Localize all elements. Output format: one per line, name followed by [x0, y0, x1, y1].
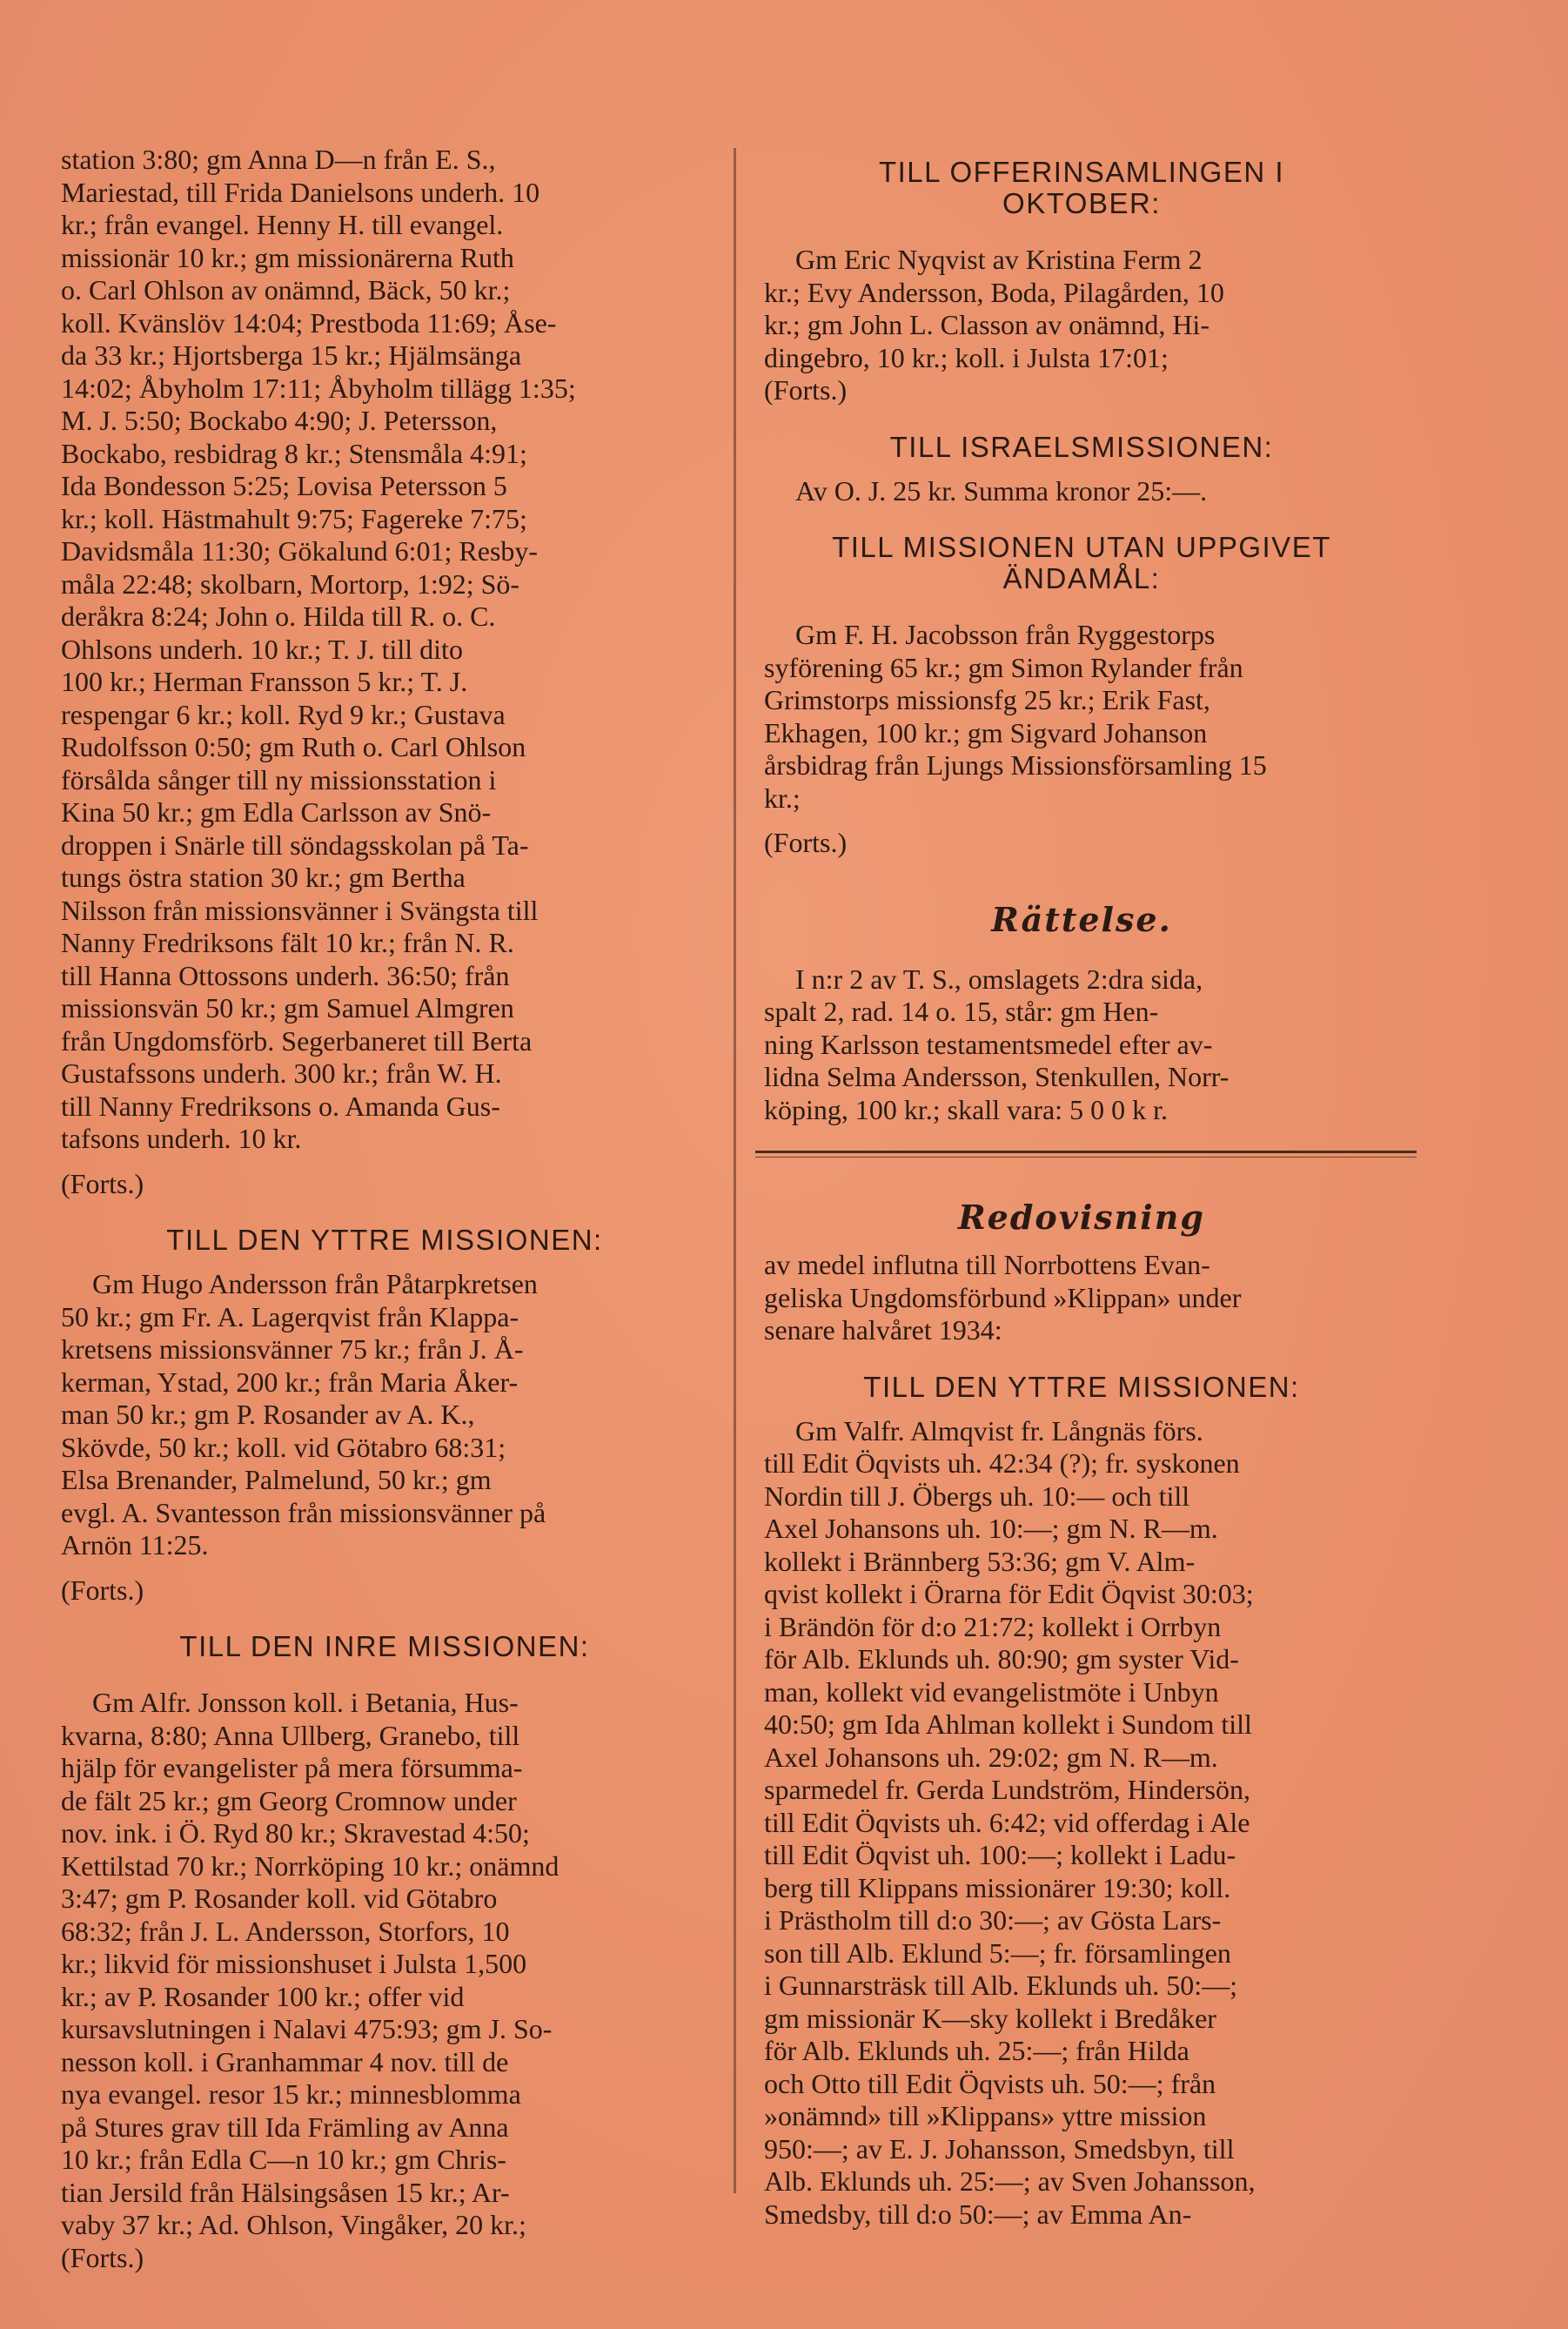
israelsmissionen-paragraph: Av O. J. 25 kr. Summa kronor 25:—.	[795, 474, 1208, 507]
column-divider	[734, 148, 736, 2193]
left-column	[61, 144, 708, 2274]
section-rule	[755, 1151, 1417, 1153]
continued-note: (Forts.)	[61, 1574, 144, 1606]
yttre-missionen-paragraph: Gm Hugo Andersson från Påtarpkretsen 50 kr.; gm Fr. A. Lagerqvist från Klappa- kretsens missionsvänner 75 kr.; från J. Å- kerman, Ystad, 200 kr.; från Maria Åker- man 50 kr.; gm P. Rosander av A. K., Skövde, 50 kr.; koll. vid Götabro 68:31; Elsa Brenander, Palmelund, 50 kr.; gm evgl. A. Svantesson från missionsvänner på Arnön 11:25.	[61, 1268, 546, 1560]
utan-andamal-paragraph: Gm F. H. Jacobsson från Ryggestorps syförening 65 kr.; gm Simon Rylander från Grimstorps missionsfg 25 kr.; Erik Fast, Ekhagen, 100 kr.; gm Sigvard Johanson årsbidrag från Ljungs Missionsförsamling 15 kr.;	[764, 619, 1267, 814]
heading-israelsmissionen: TILL ISRAELSMISSIONEN:	[889, 430, 1274, 463]
redovisning-intro-paragraph: av medel influtna till Norrbottens Evan- geliska Ungdomsförbund »Klippan» under senare halvåret 1934:	[764, 1249, 1242, 1346]
yttre-missionen-2-paragraph: Gm Valfr. Almqvist fr. Långnäs förs. till Edit Öqvists uh. 42:34 (?); fr. syskonen Nordin till J. Öbergs uh. 10:— och till Axel Johansons uh. 10:—; gm N. R—m. kollekt i Brännberg 53:36; gm V. Alm- qvist kollekt i Örarna för Edit Öqvist 30:03; i Brändön för d:o 21:72; kollekt i Orrbyn för Alb. Eklunds uh. 80:90; gm syster Vid- man, kollekt vid evangelistmöte i Unbyn 40:50; gm Ida Ahlman kollekt i Sundom till Axel Johansons uh. 29:02; gm N. R—m. sparmedel fr. Gerda Lundström, Hindersön, till Edit Öqvists uh. 6:42; vid offerdag i Ale till Edit Öqvist uh. 100:—; kollekt i Ladu- berg till Klippans missionärer 19:30; koll. i Prästholm till d:o 30:—; av Gösta Lars- son till Alb. Eklund 5:—; fr. församlingen i Gunnarsträsk till Alb. Eklunds uh. 50:—; gm missionär K—sky kollekt i Bredåker för Alb. Eklunds uh. 25:—; från Hilda och Otto till Edit Öqvists uh. 50:—; från »onämnd» till »Klippans» yttre mission 950:—; av E. J. Johansson, Smedsbyn, till Alb. Eklunds uh. 25:—; av Sven Johansson, Smedsby, till d:o 50:—; av Emma An-	[764, 1414, 1256, 2230]
heading-redovisning: Redovisning	[958, 1198, 1205, 1237]
heading-inre-missionen: TILL DEN INRE MISSIONEN:	[179, 1630, 590, 1662]
rattelse-paragraph: I n:r 2 av T. S., omslagets 2:dra sida, spalt 2, rad. 14 o. 15, står: gm Hen- ning Karlsson testamentsmedel efter av- lidna Selma Andersson, Stenkullen, Norr- köping, 100 kr.; skall vara: 5 0 0 k r.	[764, 963, 1230, 1125]
continued-donations-paragraph: station 3:80; gm Anna D—n från E. S., Mariestad, till Frida Danielsons underh. 10 kr.; från evangel. Henny H. till evangel. missionär 10 kr.; gm missionärerna Ruth o. Carl Ohlson av onämnd, Bäck, 50 kr.; koll. Kvänslöv 14:04; Prestboda 11:69; Åse- da 33 kr.; Hjortsberga 15 kr.; Hjälmsänga 14:02; Åbyholm 17:11; Åbyholm tillägg 1:35; M. J. 5:50; Bockabo 4:90; J. Petersson, Bockabo, resbidrag 8 kr.; Stensmåla 4:91; Ida Bondesson 5:25; Lovisa Petersson 5 kr.; koll. Hästmahult 9:75; Fagereke 7:75; Davidsmåla 11:30; Gökalund 6:01; Resby- måla 22:48; skolbarn, Mortorp, 1:92; Sö- deråkra 8:24; John o. Hilda till R. o. C. Ohlsons underh. 10 kr.; T. J. till dito 100 kr.; Herman Fransson 5 kr.; T. J. respengar 6 kr.; koll. Ryd 9 kr.; Gustava Rudolfsson 0:50; gm Ruth o. Carl Ohlson försålda sånger till ny missionsstation i Kina 50 kr.; gm Edla Carlsson av Snö- droppen i Snärle till söndagsskolan på Ta- tungs östra station 30 kr.; gm Bertha Nilsson från missionsvänner i Svängsta till Nanny Fredriksons fält 10 kr.; från N. R. till Hanna Ottossons underh. 36:50; från missionsvän 50 kr.; gm Samuel Almgren från Ungdomsförb. Segerbaneret till Berta Gustafssons underh. 300 kr.; från W. H. till Nanny Fredriksons o. Amanda Gus- tafsons underh. 10 kr.	[61, 144, 576, 1154]
continued-note: (Forts.)	[764, 827, 848, 858]
heading-rattelse: Rättelse.	[991, 899, 1172, 939]
inre-missionen-paragraph: Gm Alfr. Jonsson koll. i Betania, Hus- kvarna, 8:80; Anna Ullberg, Granebo, till hjälp för evangelister på mera försumma- de fält 25 kr.; gm Georg Cromnow under nov. ink. i Ö. Ryd 80 kr.; Skravestad 4:50; Kettilstad 70 kr.; Norrköping 10 kr.; onämnd 3:47; gm P. Rosander koll. vid Götabro 68:32; från J. L. Andersson, Storfors, 10 kr.; likvid för missionshuset i Julsta 1,500 kr.; av P. Rosander 100 kr.; offer vid kursavslutningen i Nalavi 475:93; gm J. So- nesson koll. i Granhammar 4 nov. till de nya evangel. resor 15 kr.; minnesblomma på Stures grav till Ida Främling av Anna 10 kr.; från Edla C—n 10 kr.; gm Chris- tian Jersild från Hälsingsåsen 15 kr.; Ar- vaby 37 kr.; Ad. Ohlson, Vingåker, 20 kr.;	[61, 1687, 560, 2240]
continued-note: (Forts.)	[61, 1167, 144, 1199]
heading-yttre-missionen-2: TILL DEN YTTRE MISSIONEN:	[863, 1370, 1300, 1403]
offerinsamlingen-paragraph: Gm Eric Nyqvist av Kristina Ferm 2 kr.; Evy Andersson, Boda, Pilagården, 10 kr.; gm John L. Classon av onämnd, Hi- dingebro, 10 kr.; koll. i Julsta 17:01;	[764, 244, 1224, 373]
continued-note: (Forts.)	[61, 2241, 144, 2273]
heading-missionen-utan-uppgivet-andamal: TILL MISSIONEN UTAN UPPGIVET ÄNDAMÅL:	[832, 531, 1331, 594]
heading-yttre-missionen: TILL DEN YTTRE MISSIONEN:	[166, 1224, 603, 1256]
right-column	[764, 144, 1399, 2231]
heading-offerinsamlingen: TILL OFFERINSAMLINGEN I OKTOBER:	[878, 156, 1284, 219]
continued-note: (Forts.)	[764, 374, 848, 406]
